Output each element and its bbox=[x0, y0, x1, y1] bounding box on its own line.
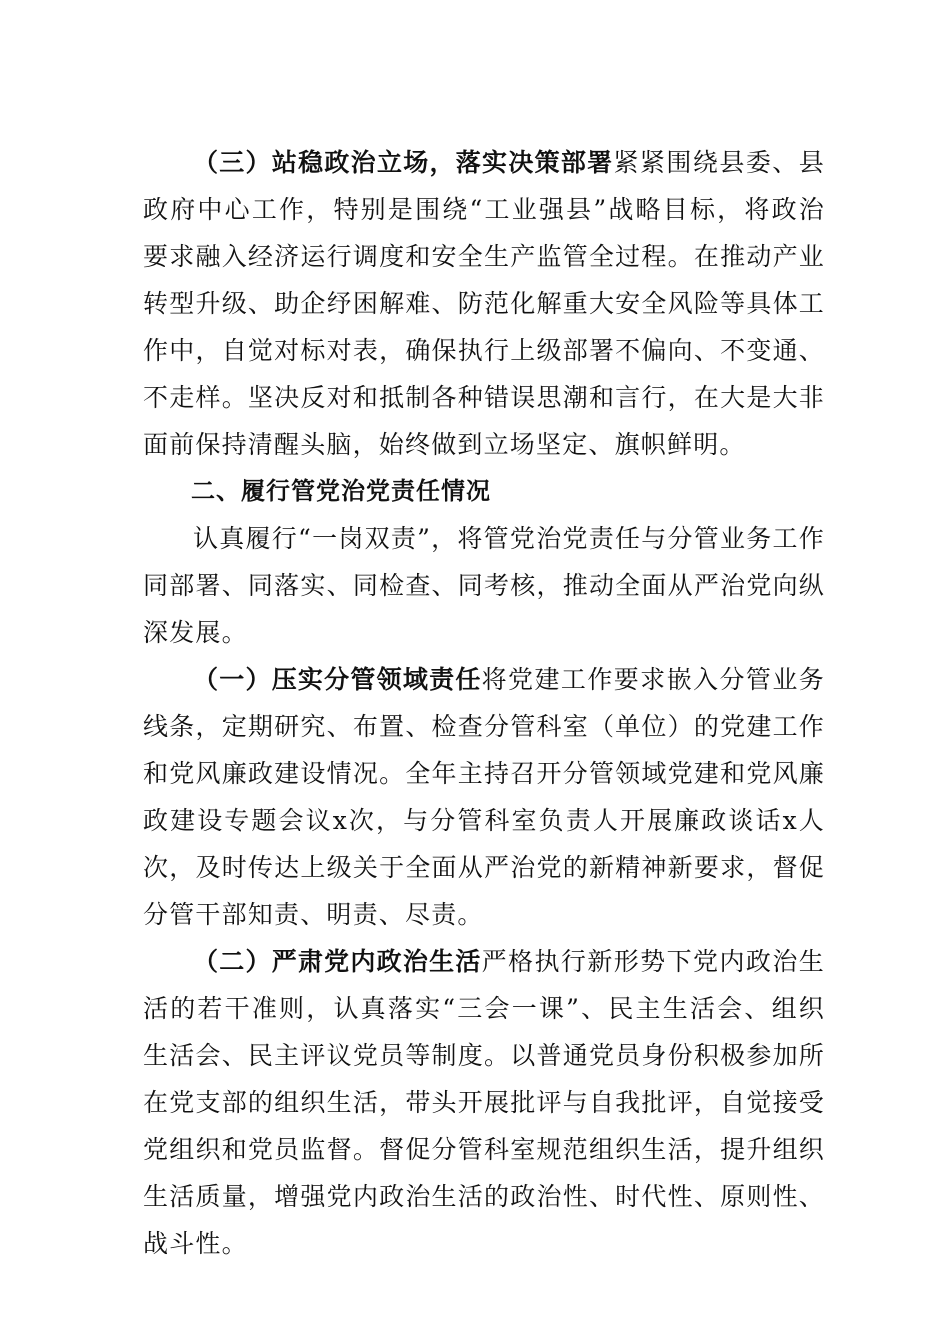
paragraph-political-stance bbox=[143, 139, 825, 468]
section-intro: 认真履行“一岗双责”，将管党治党责任与分管业务工作同部署、同落实、同检查、同考核，推动全面从严治党向纵深发展。 bbox=[143, 524, 825, 647]
paragraph-political-stance-title: （三）站稳政治立场，落实决策部署 bbox=[193, 148, 614, 177]
paragraph-responsibility-text: 将党建工作要求嵌入分管业务线条，定期研究、布置、检查分管科室（单位）的党建工作和党风廉政建设情况。全年主持召开分管领域党建和党风廉政建设专题会议x次，与分管科室负责人开展廉政谈话x人次，及时传达上级关于全面从严治党的新精神新要求，督促分管干部知责、明责、尽责。 bbox=[143, 665, 825, 929]
paragraph-party-life-title: （二）严肃党内政治生活 bbox=[193, 947, 482, 976]
document-body bbox=[143, 139, 825, 1267]
paragraph-political-stance-text: 紧紧围绕县委、县政府中心工作，特别是围绕“工业强县”战略目标，将政治要求融入经济运行调度和安全生产监管全过程。在推动产业转型升级、助企纾困解难、防范化解重大安全风险等具体工作中，自觉对标对表，确保执行上级部署不偏向、不变通、不走样。坚决反对和抵制各种错误思潮和言行，在大是大非面前保持清醒头脑，始终做到立场坚定、旗帜鲜明。 bbox=[143, 148, 825, 459]
paragraph-party-life-text: 严格执行新形势下党内政治生活的若干准则，认真落实“三会一课”、民主生活会、组织生活会、民主评议党员等制度。以普通党员身份积极参加所在党支部的组织生活，带头开展批评与自我批评，自觉接受党组织和党员监督。督促分管科室规范组织生活，提升组织生活质量，增强党内政治生活的政治性、时代性、原则性、战斗性。 bbox=[143, 947, 825, 1258]
paragraph-responsibility bbox=[143, 656, 825, 938]
section-heading: 二、履行管党治党责任情况 bbox=[191, 477, 491, 505]
paragraph-responsibility-title: （一）压实分管领域责任 bbox=[193, 665, 482, 694]
paragraph-party-life bbox=[143, 938, 825, 1267]
